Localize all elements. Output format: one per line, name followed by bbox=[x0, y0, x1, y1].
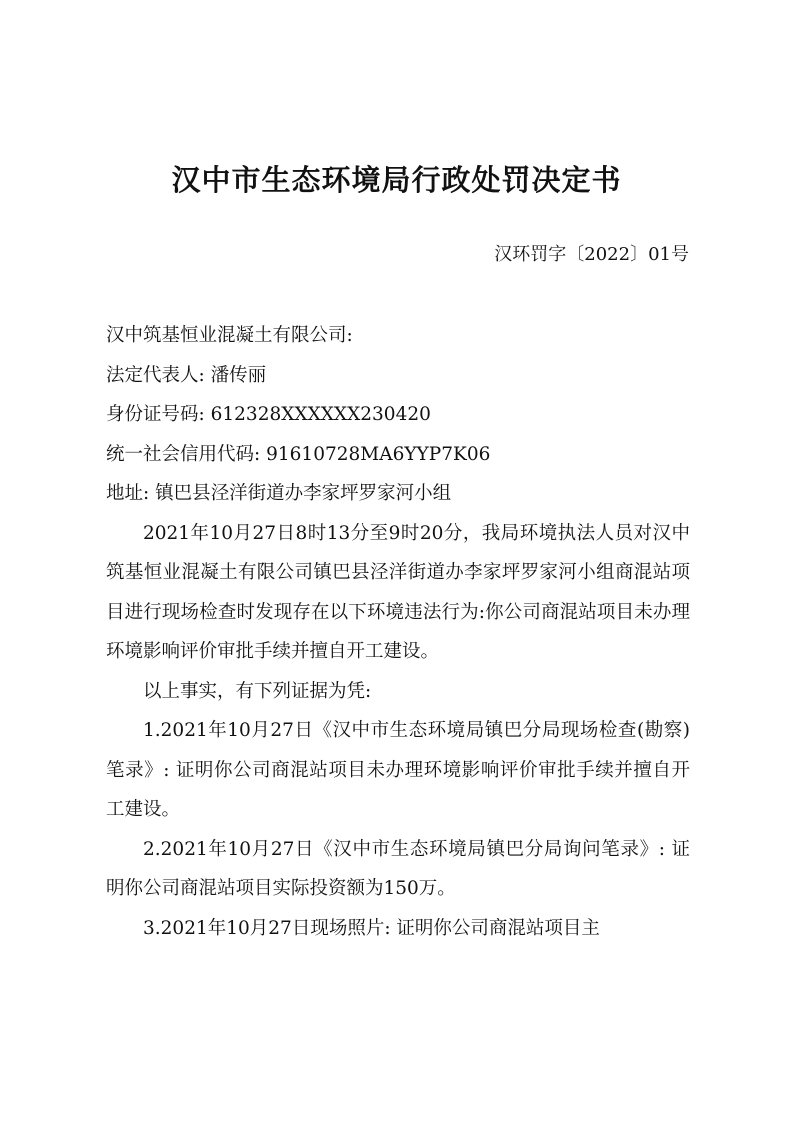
id-number-line: 身份证号码: 612328XXXXXX230420 bbox=[106, 404, 431, 425]
credit-code-line: 统一社会信用代码: 91610728MA6YYP7K06 bbox=[106, 443, 491, 465]
document-body bbox=[106, 316, 690, 948]
legal-representative-line: 法定代表人: 潘传丽 bbox=[106, 364, 267, 386]
evidence-item-2: 2.2021年10月27日《汉中市生态环境局镇巴分局询问笔录》: 证明你公司商混站项目实际投资额为150万。 bbox=[106, 838, 690, 899]
document-title: 汉中市生态环境局行政处罚决定书 bbox=[171, 163, 622, 197]
evidence-intro-paragraph: 以上事实，有下列证据为凭: bbox=[143, 680, 372, 702]
facts-paragraph: 2021年10月27日8时13分至9时20分，我局环境执法人员对汉中筑基恒业混凝土有限公司镇巴县泾洋街道办李家坪罗家河小组商混站项目进行现场检查时发现存在以下环境违法行为:你公司商混站项目未办理环境影响评价审批手续并擅自开工建设。 bbox=[106, 522, 690, 662]
document-number: 汉环罚字〔2022〕01号 bbox=[494, 244, 689, 265]
evidence-item-1: 1.2021年10月27日《汉中市生态环境局镇巴分局现场检查(勘察)笔录》: 证明你公司商混站项目未办理环境影响评价审批手续并擅自开工建设。 bbox=[106, 720, 690, 820]
address-line: 地址: 镇巴县泾洋街道办李家坪罗家河小组 bbox=[106, 483, 452, 504]
evidence-item-3: 3.2021年10月27日现场照片: 证明你公司商混站项目主 bbox=[143, 917, 600, 939]
recipient-line: 汉中筑基恒业混凝土有限公司: bbox=[106, 325, 353, 346]
